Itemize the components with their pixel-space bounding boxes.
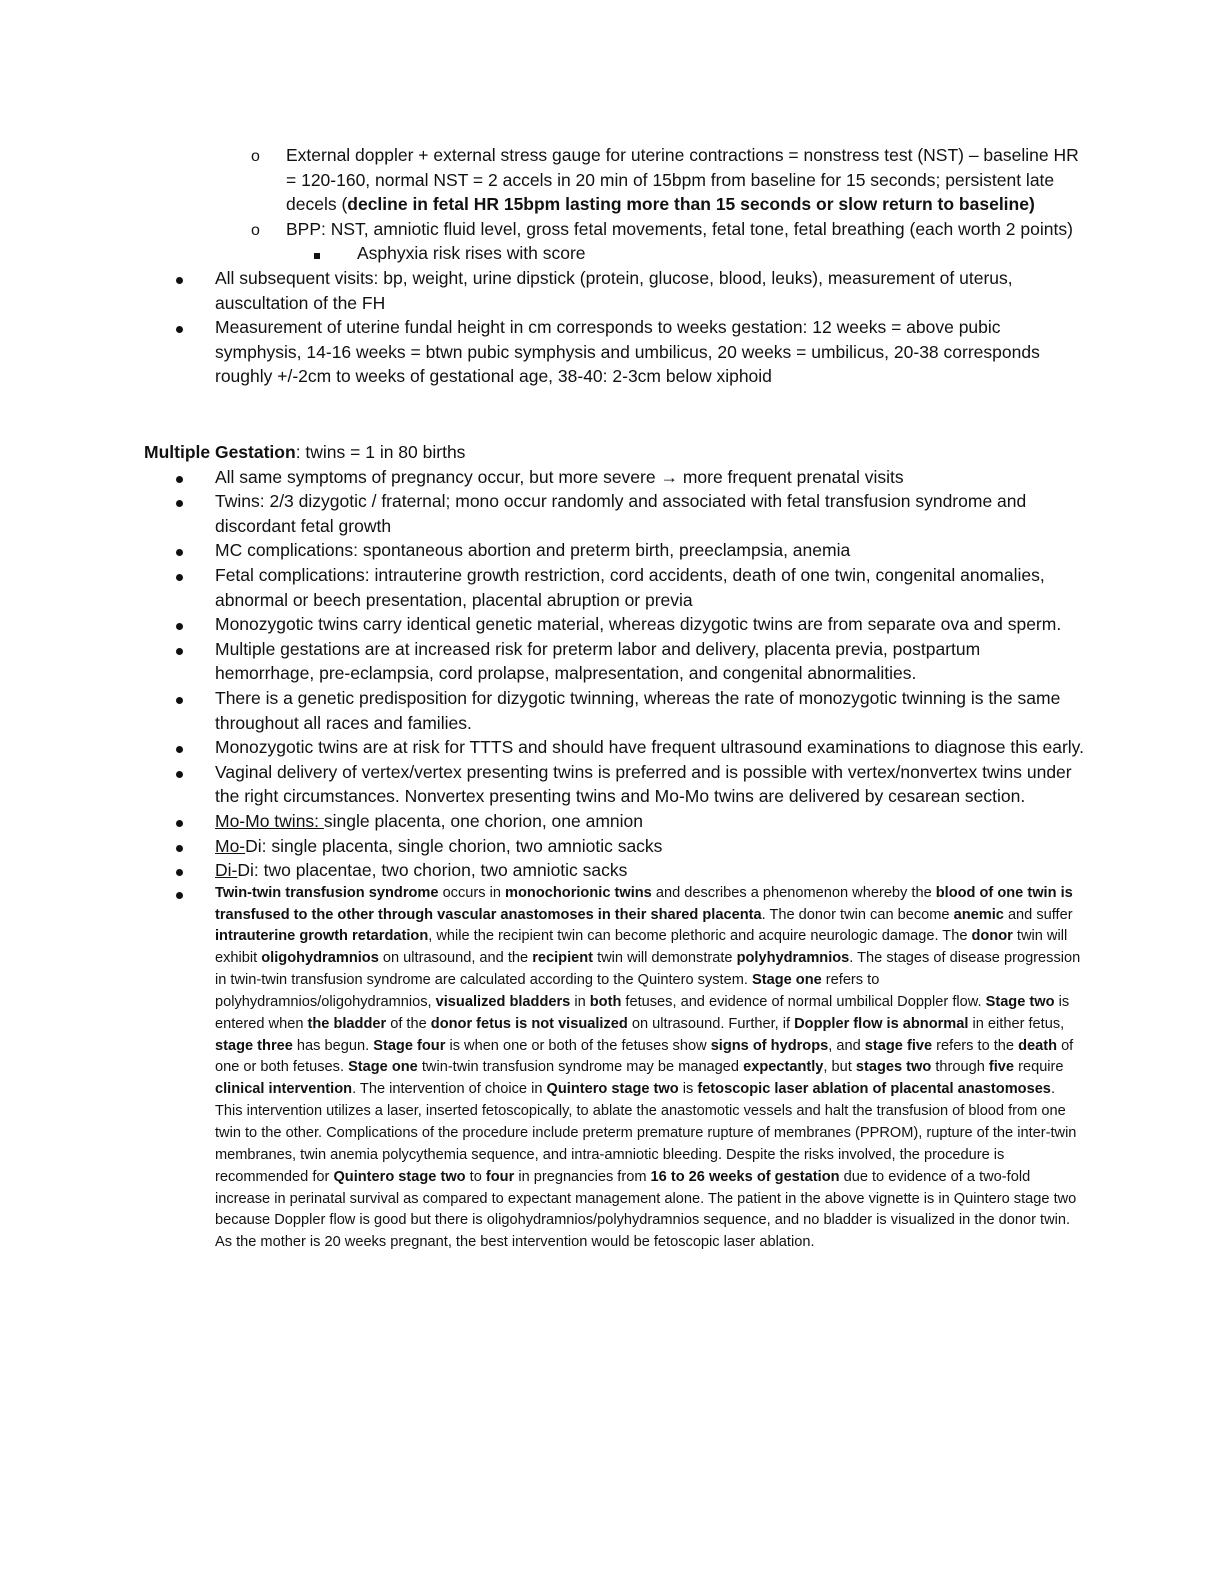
list-item — [144, 809, 1084, 834]
list-item — [144, 563, 1084, 612]
list-item — [144, 266, 1084, 315]
bold-text: Twin-twin transfusion syndrome — [215, 884, 439, 901]
text-run: on ultrasound, and the — [378, 950, 533, 967]
list-item — [144, 612, 1084, 637]
circle-bullet-icon: o — [251, 148, 260, 165]
text-run: due to evidence of a two-fold increase in perinatal survival as compared to expectant management alone. The patient in the above vignette is in Quintero stage two because Doppler flow is good but there is oligohydramnios/polyhydramnios sequence, and no bladder is visualized in the donor twin. As the mother is 20 weeks pregnant, the best intervention would be fetoscopic laser ablation. — [215, 1168, 1077, 1251]
text-run: Twins: 2/3 dizygotic / fraternal; mono occur randomly and associated with fetal transfusion syndrome and discordant fetal growth — [215, 491, 1027, 536]
list-item-text — [215, 836, 662, 856]
heading-rest-text: : twins = 1 in 80 births — [295, 442, 466, 462]
text-run: in pregnancies from — [514, 1168, 651, 1185]
text-run: single placenta, one chorion, one amnion — [323, 810, 644, 831]
list-item — [144, 465, 1084, 490]
text-run: and describes a phenomenon whereby the — [651, 884, 936, 901]
list-item — [144, 686, 1084, 735]
text-run: and suffer — [1003, 906, 1073, 923]
dot-bullet-icon — [176, 809, 183, 834]
bold-text: Quintero stage two — [333, 1168, 466, 1185]
bold-text: visualized bladders — [435, 993, 571, 1010]
list-item — [144, 538, 1084, 563]
text-run: twin will demonstrate — [593, 950, 737, 967]
bold-text: Quintero stage two — [546, 1081, 679, 1098]
list-item — [144, 834, 1084, 859]
text-run: , but — [823, 1059, 856, 1076]
dot-bullet-icon — [176, 760, 183, 785]
text-run: Di: single placenta, single chorion, two amniotic sacks — [245, 835, 663, 856]
text-run: Vaginal delivery of vertex/vertex presenting twins is preferred and is possible with vertex/nonvertex twins under the right circumstances. Nonvertex presenting twins and Mo-Mo twins are delivered by cesarean section. — [215, 761, 1072, 807]
list-item-text — [215, 467, 904, 487]
text-run: Monozygotic twins carry identical genetic material, whereas dizygotic twins are from separate ova and sperm. — [215, 614, 1062, 635]
text-run: of the — [386, 1015, 431, 1032]
text-run: is when one or both of the fetuses show — [445, 1037, 711, 1054]
dot-bullet-icon — [176, 858, 183, 883]
bold-text: donor — [971, 928, 1013, 945]
bold-text: four — [485, 1168, 515, 1185]
dot-bullet-icon — [176, 315, 183, 340]
bold-text: anemic — [953, 906, 1004, 923]
bold-text: polyhydramnios — [736, 950, 850, 967]
list-item — [144, 858, 1084, 883]
dot-bullet-icon — [176, 266, 183, 291]
list-item-text — [357, 243, 586, 263]
text-run: fetuses, and evidence of normal umbilical Doppler flow. — [621, 993, 986, 1010]
bold-text: five — [988, 1059, 1015, 1076]
text-run: Monozygotic twins are at risk for TTTS and should have frequent ultrasound examinations to diagnose this early. — [215, 737, 1084, 758]
text-run: is entered when — [215, 993, 1070, 1032]
bold-text: fetoscopic laser ablation of placental anastomoses — [697, 1081, 1051, 1098]
text-run: . The stages of disease progression in twin-twin transfusion syndrome are calculated according to the Quintero system. — [215, 950, 1081, 989]
multiple-gestation-list — [144, 465, 1084, 1254]
list-item-text — [215, 688, 1060, 733]
prenatal-care-continued-section — [144, 143, 1084, 389]
text-run: in — [570, 993, 590, 1010]
list-item — [144, 217, 1084, 242]
text-run: BPP: NST, amniotic fluid level, gross fetal movements, fetal tone, fetal breathing (each worth 2 points) — [286, 218, 1073, 239]
text-run: occurs in — [438, 884, 506, 901]
list-item-text — [215, 762, 1072, 807]
text-run: All same symptoms of pregnancy occur, but more severe → more frequent prenatal visits — [215, 466, 904, 487]
list-item-text — [215, 540, 850, 560]
square-bullet-icon — [314, 241, 320, 266]
dot-bullet-icon — [176, 612, 183, 637]
bold-text: signs of hydrops — [710, 1037, 829, 1054]
list-item-text — [215, 317, 1040, 386]
list-item-text — [215, 491, 1026, 536]
text-run: is — [678, 1081, 698, 1098]
list-item — [144, 489, 1084, 538]
dot-bullet-icon — [176, 538, 183, 563]
circle-bullet-icon: o — [251, 221, 260, 239]
text-run: All subsequent visits: bp, weight, urine dipstick (protein, glucose, blood, leuks), measurement of uterus, auscultation of the FH — [215, 267, 1013, 313]
heading-bold-text: Multiple Gestation — [144, 442, 296, 462]
dot-bullet-icon — [176, 637, 183, 662]
list-item-text — [215, 639, 980, 684]
text-run: Multiple gestations are at increased risk for preterm labor and delivery, placenta previa, postpartum hemorrhage, pre-eclampsia, cord prolapse, malpresentation, and congenital abnormalities. — [215, 638, 981, 684]
list-item-text — [215, 614, 1061, 634]
text-run: twin-twin transfusion syndrome may be managed — [417, 1059, 744, 1076]
list-item — [144, 241, 1084, 266]
bold-text: donor fetus is not visualized — [430, 1015, 628, 1032]
list-item-text — [215, 565, 1045, 610]
list-item-text — [215, 268, 1013, 313]
bold-text: blood of one twin is transfused to the other through vascular anastomoses in their shared placenta — [215, 884, 1073, 923]
list-item-text — [215, 737, 1084, 757]
text-run: through — [931, 1059, 989, 1076]
text-run: to — [465, 1168, 486, 1185]
text-run: , while the recipient twin can become plethoric and acquire neurologic damage. The — [428, 928, 972, 945]
text-run: . The donor twin can become — [761, 906, 954, 923]
list-item — [144, 883, 1084, 1254]
text-run: Asphyxia risk rises with score — [357, 243, 586, 264]
text-run: twin will exhibit — [215, 928, 1068, 967]
underlined-text: Di- — [215, 860, 238, 881]
bold-text: stage three — [215, 1037, 293, 1054]
text-run: require — [1014, 1059, 1064, 1076]
dot-bullet-icon — [176, 735, 183, 760]
list-item — [144, 760, 1084, 809]
bold-text: recipient — [532, 950, 594, 967]
dot-bullet-icon — [176, 489, 183, 514]
bold-text: Stage one — [751, 972, 822, 989]
list-item — [144, 143, 1084, 217]
text-run: on ultrasound. Further, if — [627, 1015, 795, 1032]
list-item-text — [215, 860, 627, 880]
bold-text: the bladder — [307, 1015, 387, 1032]
list-item-text — [215, 885, 1080, 1251]
list-item-text — [286, 145, 1079, 214]
bold-text: expectantly — [743, 1059, 824, 1076]
list-item — [144, 735, 1084, 760]
list-item — [144, 637, 1084, 686]
dot-bullet-icon — [176, 465, 183, 490]
bold-text: 16 to 26 weeks of gestation — [650, 1168, 840, 1185]
bold-text: death — [1018, 1037, 1058, 1054]
bold-text: intrauterine growth retardation — [215, 928, 429, 945]
bold-text: decline in fetal HR 15bpm lasting more than 15 seconds or slow return to baseline) — [347, 194, 1035, 215]
bold-text: Stage one — [348, 1059, 418, 1076]
text-run: There is a genetic predisposition for dizygotic twinning, whereas the rate of monozygotic twinning is the same throughout all races and families. — [215, 687, 1061, 733]
list-item-text — [286, 219, 1073, 239]
bold-text: Stage two — [985, 993, 1055, 1010]
text-run: . This intervention utilizes a laser, inserted fetoscopically, to ablate the anastomotic vessels and halt the transfusion of blood from one twin to the other. Complications of the procedure include preterm premature rupture of membranes (PPROM), rupture of the inter-twin membranes, twin anemia polycythemia sequence, and intra-amniotic bleeding. Despite the risks involved, the procedure is recommended for — [215, 1081, 1077, 1185]
dot-bullet-icon — [176, 563, 183, 588]
bold-text: stage five — [864, 1037, 933, 1054]
dot-bullet-icon — [176, 834, 183, 859]
text-run: External doppler + external stress gauge for uterine contractions = nonstress test (NST) – baseline HR = 120-160, normal NST = 2 accels in 20 min of 15bpm from baseline for 15 seconds; persistent late decels ( — [286, 145, 1079, 215]
multiple-gestation-section — [144, 440, 1084, 1254]
text-run: Measurement of uterine fundal height in cm corresponds to weeks gestation: 12 weeks = above pubic symphysis, 14-16 weeks = btwn pubic symphysis and umbilicus, 20 weeks = umbilicus, 20-38 corresponds roughly +/-2cm to weeks of gestational age, 38-40: 2-3cm below xiphoid — [215, 317, 1040, 387]
dot-bullet-icon — [176, 686, 183, 711]
underlined-text: Mo- — [215, 835, 246, 856]
section-heading — [144, 440, 1084, 465]
text-run: in either fetus, — [968, 1015, 1065, 1032]
text-run: Di: two placentae, two chorion, two amniotic sacks — [237, 860, 628, 881]
text-run: , and — [828, 1037, 865, 1054]
text-run: Fetal complications: intrauterine growth restriction, cord accidents, death of one twin, congenital anomalies, abnormal or beech presentation, placental abruption or previa — [215, 564, 1045, 610]
bold-text: Doppler flow is abnormal — [794, 1015, 969, 1032]
list-item-text — [215, 811, 643, 831]
text-run: has begun. — [292, 1037, 374, 1054]
dot-bullet-icon — [176, 883, 183, 907]
text-run: refers to polyhydramnios/oligohydramnios, — [215, 972, 880, 1010]
text-run: . The intervention of choice in — [352, 1081, 547, 1098]
bold-text: monochorionic twins — [505, 884, 652, 901]
bold-text: both — [589, 993, 622, 1010]
text-run: MC complications: spontaneous abortion and preterm birth, preeclampsia, anemia — [215, 540, 851, 561]
bold-text: oligohydramnios — [261, 950, 379, 967]
text-run: of one or both fetuses. — [215, 1037, 1074, 1076]
underlined-text: Mo-Mo twins: — [215, 810, 324, 831]
list-item — [144, 315, 1084, 389]
bold-text: stages two — [855, 1059, 932, 1076]
text-run: refers to the — [932, 1037, 1019, 1054]
bold-text: clinical intervention — [215, 1081, 353, 1098]
bold-text: Stage four — [373, 1037, 446, 1054]
